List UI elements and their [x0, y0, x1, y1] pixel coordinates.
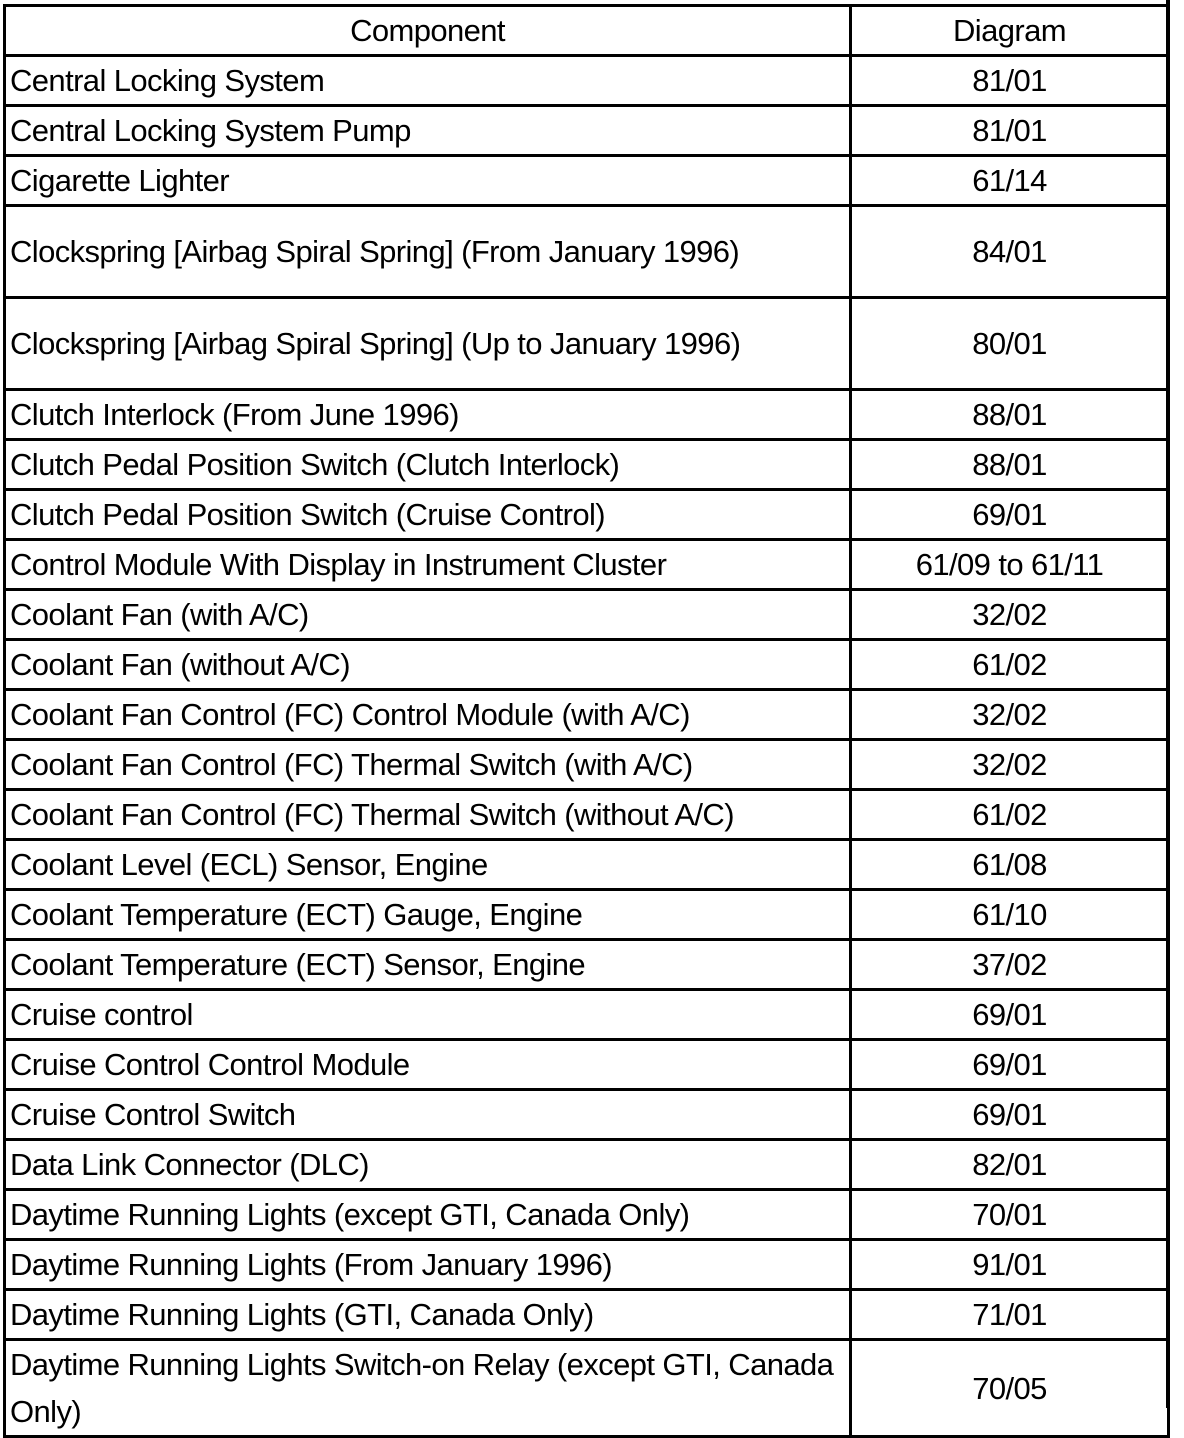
table-row: [5, 1190, 1169, 1240]
diagram-cell: 81/01: [851, 106, 1169, 156]
diagram-cell: 32/02: [851, 690, 1169, 740]
table-row: [5, 640, 1169, 690]
component-cell: Coolant Temperature (ECT) Gauge, Engine: [5, 890, 851, 940]
component-cell: Clockspring [Airbag Spiral Spring] (From January 1996): [5, 206, 851, 298]
diagram-cell: 69/01: [851, 1040, 1169, 1090]
diagram-cell: 61/10: [851, 890, 1169, 940]
table-row: [5, 840, 1169, 890]
component-cell: Coolant Temperature (ECT) Sensor, Engine: [5, 940, 851, 990]
diagram-cell: 69/01: [851, 490, 1169, 540]
table-row: [5, 156, 1169, 206]
page-edge-line: [1166, 0, 1170, 1408]
component-diagram-table: [3, 4, 1170, 1438]
component-cell: Clutch Interlock (From June 1996): [5, 390, 851, 440]
diagram-cell: 84/01: [851, 206, 1169, 298]
component-column-header: Component: [5, 6, 851, 56]
component-cell: Cigarette Lighter: [5, 156, 851, 206]
table-row: [5, 940, 1169, 990]
table-row: [5, 540, 1169, 590]
table-row: [5, 740, 1169, 790]
diagram-cell: 80/01: [851, 298, 1169, 390]
diagram-cell: 81/01: [851, 56, 1169, 106]
table-row: [5, 790, 1169, 840]
table-row: [5, 106, 1169, 156]
diagram-cell: 61/02: [851, 790, 1169, 840]
component-cell: Central Locking System Pump: [5, 106, 851, 156]
diagram-cell: 69/01: [851, 990, 1169, 1040]
diagram-cell: 70/01: [851, 1190, 1169, 1240]
table-row: [5, 590, 1169, 640]
diagram-cell: 37/02: [851, 940, 1169, 990]
table-row: [5, 1340, 1169, 1437]
diagram-cell: 61/09 to 61/11: [851, 540, 1169, 590]
table-row: [5, 298, 1169, 390]
component-cell: Cruise control: [5, 990, 851, 1040]
component-cell: Clockspring [Airbag Spiral Spring] (Up to January 1996): [5, 298, 851, 390]
diagram-cell: 82/01: [851, 1140, 1169, 1190]
component-cell: Coolant Fan (with A/C): [5, 590, 851, 640]
diagram-cell: 88/01: [851, 440, 1169, 490]
diagram-cell: 61/14: [851, 156, 1169, 206]
diagram-cell: 61/08: [851, 840, 1169, 890]
table-row: [5, 890, 1169, 940]
component-cell: Daytime Running Lights (except GTI, Canada Only): [5, 1190, 851, 1240]
component-cell: Coolant Level (ECL) Sensor, Engine: [5, 840, 851, 890]
component-cell: Central Locking System: [5, 56, 851, 106]
table-row: [5, 1140, 1169, 1190]
table-row: [5, 206, 1169, 298]
diagram-column-header: Diagram: [851, 6, 1169, 56]
table-row: [5, 440, 1169, 490]
table-row: [5, 1090, 1169, 1140]
diagram-cell: 88/01: [851, 390, 1169, 440]
component-cell: Control Module With Display in Instrument Cluster: [5, 540, 851, 590]
table-row: [5, 490, 1169, 540]
diagram-cell: 61/02: [851, 640, 1169, 690]
component-cell: Daytime Running Lights Switch-on Relay (except GTI, Canada Only): [5, 1340, 851, 1437]
component-cell: Cruise Control Switch: [5, 1090, 851, 1140]
component-cell: Coolant Fan Control (FC) Control Module (with A/C): [5, 690, 851, 740]
diagram-cell: 91/01: [851, 1240, 1169, 1290]
component-cell: Clutch Pedal Position Switch (Clutch Interlock): [5, 440, 851, 490]
component-cell: Coolant Fan (without A/C): [5, 640, 851, 690]
table-row: [5, 690, 1169, 740]
table-row: [5, 990, 1169, 1040]
component-cell: Clutch Pedal Position Switch (Cruise Control): [5, 490, 851, 540]
table-row: [5, 1240, 1169, 1290]
component-cell: Coolant Fan Control (FC) Thermal Switch (with A/C): [5, 740, 851, 790]
table-row: [5, 56, 1169, 106]
diagram-cell: 71/01: [851, 1290, 1169, 1340]
table-row: [5, 390, 1169, 440]
table-row: [5, 1290, 1169, 1340]
diagram-cell: 69/01: [851, 1090, 1169, 1140]
component-cell: Daytime Running Lights (From January 1996): [5, 1240, 851, 1290]
component-cell: Cruise Control Control Module: [5, 1040, 851, 1090]
diagram-cell: 32/02: [851, 740, 1169, 790]
diagram-cell: 32/02: [851, 590, 1169, 640]
table-header-row: [5, 6, 1169, 56]
component-cell: Coolant Fan Control (FC) Thermal Switch (without A/C): [5, 790, 851, 840]
diagram-cell: 70/05: [851, 1340, 1169, 1437]
table-row: [5, 1040, 1169, 1090]
component-cell: Daytime Running Lights (GTI, Canada Only): [5, 1290, 851, 1340]
component-cell: Data Link Connector (DLC): [5, 1140, 851, 1190]
